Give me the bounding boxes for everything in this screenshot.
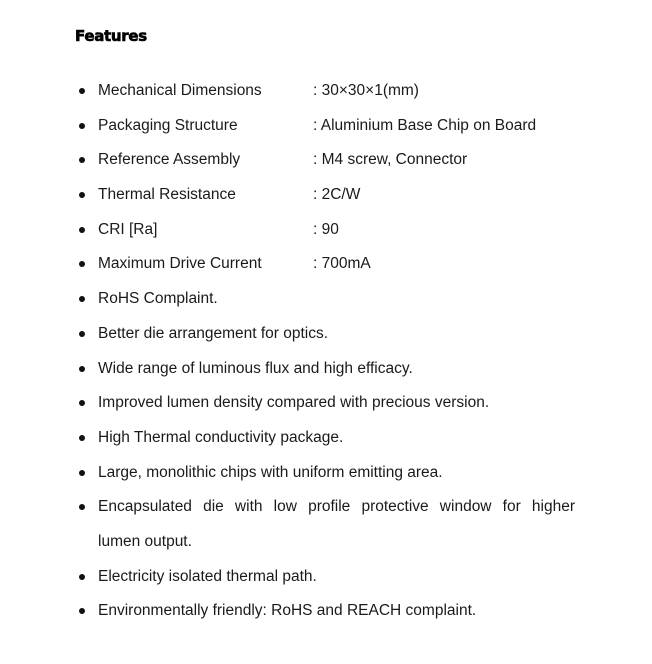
feature-text: High Thermal conductivity package. [98, 428, 344, 446]
spec-value: : 90 [313, 220, 339, 238]
feature-text: Wide range of luminous flux and high efficacy. [98, 359, 413, 377]
feature-item [0, 565, 652, 600]
feature-item-continuation [0, 530, 652, 565]
spec-label: Maximum Drive Current [98, 255, 262, 273]
spec-value: : M4 screw, Connector [313, 151, 468, 169]
feature-item [0, 287, 652, 322]
feature-text: Environmentally friendly: RoHS and REACH complaint. [98, 602, 477, 620]
bullet-icon [79, 470, 85, 476]
bullet-icon [79, 400, 85, 406]
bullet-icon [79, 574, 85, 580]
bullet-icon [79, 296, 85, 302]
section-title: Features [75, 27, 147, 45]
feature-item [0, 391, 652, 426]
bullet-icon [79, 123, 85, 129]
feature-text: Large, monolithic chips with uniform emitting area. [98, 463, 443, 481]
feature-item [0, 461, 652, 496]
spec-label: CRI [Ra] [98, 220, 158, 238]
feature-text: Better die arrangement for optics. [98, 324, 329, 342]
spec-item [0, 218, 652, 253]
feature-item [0, 357, 652, 392]
feature-text-line2: lumen output. [98, 532, 192, 550]
spec-item [0, 183, 652, 218]
spec-label: Packaging Structure [98, 116, 238, 134]
feature-text: RoHS Complaint. [98, 290, 218, 308]
spec-value: : 700mA [313, 255, 371, 273]
feature-item [0, 495, 652, 530]
feature-item [0, 599, 652, 634]
spec-item [0, 252, 652, 287]
bullet-icon [79, 192, 85, 198]
spec-item [0, 114, 652, 149]
feature-text-line1: Encapsulated die with low profile protective window for higher [98, 498, 575, 516]
bullet-icon [79, 261, 85, 267]
bullet-icon [79, 435, 85, 441]
bullet-icon [79, 608, 85, 614]
spec-item [0, 148, 652, 183]
bullet-icon [79, 504, 85, 510]
feature-text: Improved lumen density compared with precious version. [98, 394, 490, 412]
feature-item [0, 322, 652, 357]
spec-value: : 30×30×1(mm) [313, 82, 419, 99]
features-list [0, 79, 652, 634]
spec-label: Reference Assembly [98, 151, 241, 169]
feature-text: Electricity isolated thermal path. [98, 567, 317, 585]
spec-label: Thermal Resistance [98, 186, 236, 204]
spec-label: Mechanical Dimensions [98, 82, 262, 99]
bullet-icon [79, 157, 85, 163]
spec-value: : Aluminium Base Chip on Board [313, 116, 537, 134]
feature-item [0, 426, 652, 461]
spec-value: : 2C/W [313, 186, 361, 204]
spec-item [0, 79, 652, 114]
bullet-icon [79, 366, 85, 372]
bullet-icon [79, 331, 85, 337]
bullet-icon [79, 88, 85, 94]
bullet-icon [79, 227, 85, 233]
